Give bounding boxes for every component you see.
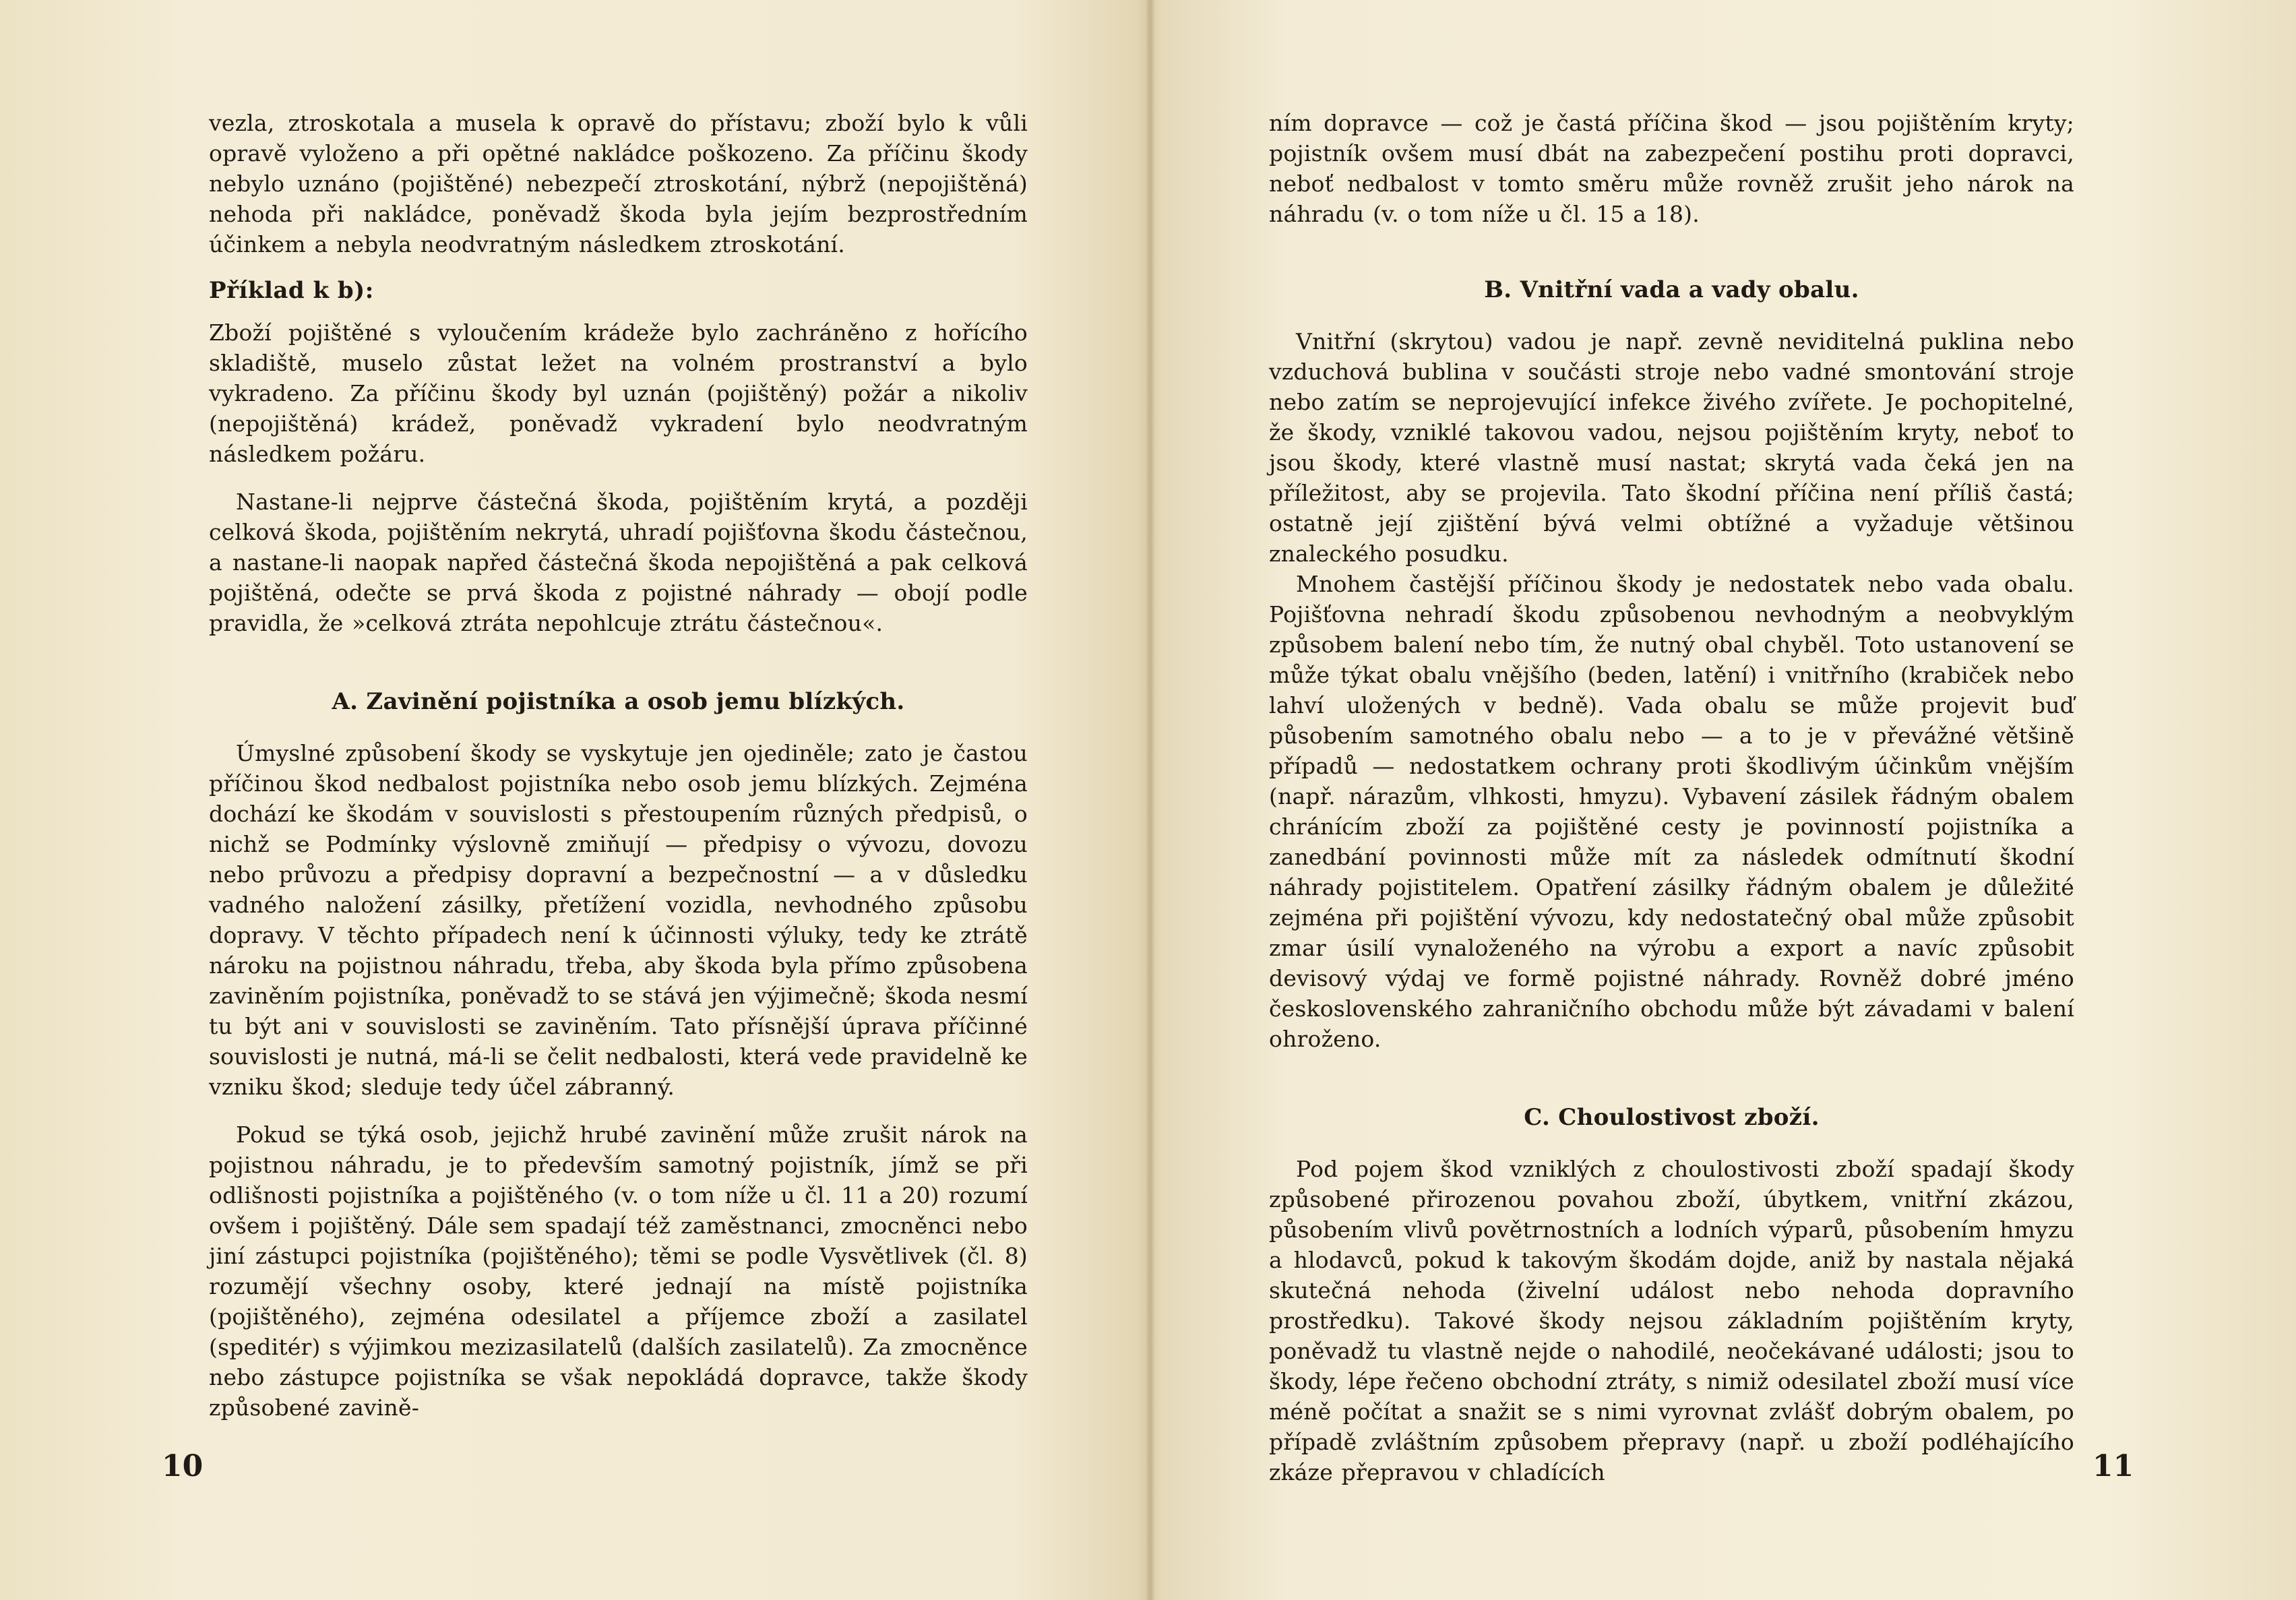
paragraph-pokud: Pokud se týká osob, jejichž hrubé zavinění může zrušit nárok na pojistnou náhradu, je to především samotný pojistník, jímž se při odlišnosti pojistníka a pojištěného (v. o tom níže u čl. 11 a 20) rozumí ovšem i pojištěný. Dále sem spadají též zaměstnanci, zmocněnci nebo jiní zástupci pojistníka (pojištěného); těmi se podle Vysvětlivek (čl. 8) rozumějí všechny osoby, které jednají na místě pojistníka (pojištěného), zejména odesilatel a příjemce zboží a zasilatel (speditér) s výjimkou mezizasilatelů (dalších zasilatelů). Za zmocněnce nebo zástupce pojistníka se však nepokládá dopravce, takže škody způsobené zavině- <box>209 1121 1028 1421</box>
right-text-column <box>1269 108 2074 1487</box>
section-heading-a: A. Zavinění pojistníka a osob jemu blízkých. <box>332 688 905 715</box>
paragraph-nastane: Nastane-li nejprve částečná škoda, pojištěním krytá, a později celková škoda, pojištěním nekrytá, uhradí pojišťovna škodu částečnou, a nastane-li naopak napřed částečná škoda nepojištěná a pak celková pojištěná, odečte se prvá škoda z pojistné náhrady — obojí podle pravidla, že »celková ztráta nepohlcuje ztrátu částečnou«. <box>209 489 1028 636</box>
page-number-right: 11 <box>2092 1449 2134 1483</box>
page-number-left: 10 <box>162 1449 204 1483</box>
left-text-column <box>209 108 1028 1423</box>
paragraph-intro: vezla, ztroskotala a musela k opravě do přístavu; zboží bylo k vůli opravě vyloženo a při opětné nakládce poškozeno. Za příčinu škody nebylo uznáno (pojištěné) nebezpečí ztroskotání, nýbrž (nepojištěná) nehoda při nakládce, poněvadž škoda byla jejím bezprostředním účinkem a nebyla neodvratným následkem ztroskotání. <box>209 110 1028 257</box>
paragraph-umyslne: Úmyslné způsobení škody se vyskytuje jen ojediněle; zato je častou příčinou škod nedbalost pojistníka nebo osob jemu blízkých. Zejména dochází ke škodám v souvislosti s přestoupením různých předpisů, o nichž se Podmínky výslovně zmiňují — předpisy o vývozu, dovozu nebo průvozu a předpisy dopravní a bezpečnostní — a v důsledku vadného naložení zásilky, přetížení vozidla, nevhodného způsobu dopravy. V těchto případech není k účinnosti výluky, tedy ke ztrátě nároku na pojistnou náhradu, třeba, aby škoda byla přímo způsobena zaviněním pojistníka, poněvadž to se stává jen výjimečně; škoda nesmí tu být ani v souvislosti se zaviněním. Tato přísnější úprava příčinné souvislosti je nutná, má-li se čelit nedbalosti, která vede pravidelně ke vzniku škod; sleduje tedy účel zábranný. <box>209 740 1028 1100</box>
paragraph-example: Zboží pojištěné s vyloučením krádeže bylo zachráněno z hořícího skladiště, muselo zůstat ležet na volném prostranství a bylo vykradeno. Za příčinu škody byl uznán (pojištěný) požár a nikoliv (nepojištěná) krádež, poněvadž vykradení bylo neodvratným následkem požáru. <box>209 319 1028 467</box>
paragraph-pod: Pod pojem škod vzniklých z choulostivosti zboží spadají škody způsobené přirozenou povahou zboží, úbytkem, vnitřní zkázou, působením vlivů povětrnostních a lodních výparů, působením hmyzu a hlodavců, pokud k takovým škodám dojde, aniž by nastala nějaká skutečná nehoda (živelní událost nebo nehoda dopravního prostředku). Takové škody nejsou základním pojištěním kryty, poněvadž tu vlastně nejde o nahodilé, neočekávané události; jsou to škody, lépe řečeno obchodní ztráty, s nimiž odesilatel zboží musí více méně počítat a snažit se s nimi vyrovnat zvlášť dobrým obalem, po případě zvláštním způsobem přepravy (např. u zboží podléhajícího zkáze přepravou v chladících <box>1269 1156 2074 1485</box>
example-label: Příklad k b): <box>209 277 374 304</box>
right-page <box>1148 0 2296 1600</box>
paragraph-vnitrni: Vnitřní (skrytou) vadou je např. zevně neviditelná puklina nebo vzduchová bublina v součásti stroje nebo vadné smontování stroje nebo zatím se neprojevující infekce živého zvířete. Je pochopitelné, že škody, vzniklé takovou vadou, nejsou pojištěním kryty, neboť to jsou škody, které vlastně musí nastat; skrytá vada čeká jen na příležitost, aby se projevila. Tato škodní příčina není příliš častá; ostatně její zjištění bývá velmi obtížné a vyžaduje většinou znaleckého posudku. <box>1269 328 2074 567</box>
section-heading-b: B. Vnitřní vada a vady obalu. <box>1484 276 1859 303</box>
section-heading-c: C. Choulostivost zboží. <box>1524 1104 1820 1131</box>
paragraph-mnohem: Mnohem častější příčinou škody je nedostatek nebo vada obalu. Pojišťovna nehradí škodu způsobenou nevhodným a neobvyklým způsobem balení nebo tím, že nutný obal chyběl. Toto ustanovení se může týkat obalu vnějšího (beden, latění) i vnitřního (krabiček nebo lahví uložených v bedně). Vada obalu se může projevit buď působením samotného obalu nebo — a to je v převážné většině případů — nedostatkem ochrany proti škodlivým účinkům vnějším (např. nárazům, vlhkosti, hmyzu). Vybavení zásilek řádným obalem chránícím zboží za pojištěné cesty je povinností pojistníka a zanedbání povinnosti může mít za následek odmítnutí škodní náhrady pojistitelem. Opatření zásilky řádným obalem je důležité zejména při pojištění vývozu, kdy nedostatečný obal může způsobit zmar úsilí vynaloženého na výrobu a export a navíc způsobit devisový výdaj ve formě pojistné náhrady. Rovněž dobré jméno československého zahraničního obchodu může být závadami v balení ohroženo. <box>1269 571 2074 1052</box>
paragraph-continuation: ním dopravce — což je častá příčina škod — jsou pojištěním kryty; pojistník ovšem musí dbát na zabezpečení postihu proti dopravci, neboť nedbalost v tomto směru může rovněž zrušit jeho nárok na náhradu (v. o tom níže u čl. 15 a 18). <box>1269 110 2074 227</box>
